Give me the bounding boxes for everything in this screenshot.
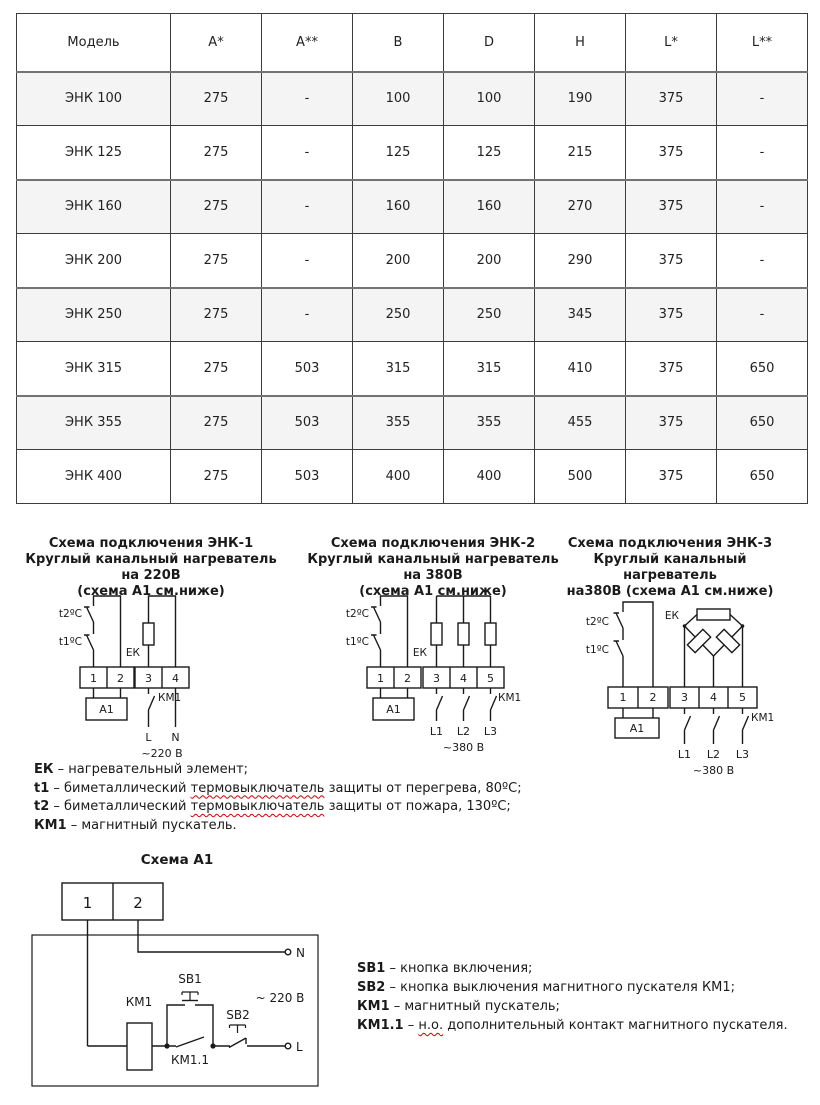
t1-label: t1ºC <box>58 636 82 648</box>
sb2-contact <box>229 1038 246 1048</box>
value-cell: - <box>717 180 808 234</box>
table-row <box>17 72 808 126</box>
value-cell: 375 <box>626 126 717 180</box>
km1-label: КМ1 <box>125 995 153 1009</box>
terminal-label: 3 <box>145 672 152 685</box>
table-header-row <box>17 14 808 72</box>
value-cell: 275 <box>171 396 262 450</box>
value-cell: 125 <box>444 126 535 180</box>
t1-label: t1ºC <box>345 636 369 648</box>
model-cell: ЭНК 250 <box>17 288 171 342</box>
title-line: Круглый канальный нагреватель на 380В <box>307 552 559 583</box>
terminal-label: 3 <box>433 672 440 685</box>
value-cell: 200 <box>353 234 444 288</box>
value-cell: - <box>717 234 808 288</box>
value-cell: - <box>717 288 808 342</box>
voltage-label: ~380 В <box>692 764 735 777</box>
value-cell: 503 <box>262 342 353 396</box>
value-cell: 355 <box>353 396 444 450</box>
line-label: N <box>171 731 180 744</box>
value-cell: 650 <box>717 342 808 396</box>
heater-element <box>485 623 496 645</box>
terminal-label: 5 <box>739 691 746 704</box>
value-cell: 503 <box>262 396 353 450</box>
table-row <box>17 342 808 396</box>
value-cell: 275 <box>171 180 262 234</box>
value-cell: 503 <box>262 450 353 504</box>
model-cell: ЭНК 355 <box>17 396 171 450</box>
value-cell: 125 <box>353 126 444 180</box>
terminal-label: 1 <box>90 672 97 685</box>
table-row <box>17 234 808 288</box>
line-label: L2 <box>706 748 721 761</box>
value-cell: 400 <box>353 450 444 504</box>
value-cell: - <box>262 180 353 234</box>
column-header: D <box>444 14 535 72</box>
value-cell: 270 <box>535 180 626 234</box>
table-row <box>17 288 808 342</box>
value-cell: - <box>717 126 808 180</box>
km1-label: КМ1 <box>158 692 182 704</box>
value-cell: - <box>262 288 353 342</box>
value-cell: 160 <box>353 180 444 234</box>
km1-label: КМ1 <box>751 712 775 724</box>
terminal-label: 5 <box>487 672 494 685</box>
legend-item: КМ1 – магнитный пускатель. <box>34 817 237 833</box>
value-cell: 100 <box>444 72 535 126</box>
heater-element <box>697 609 730 620</box>
value-cell: 275 <box>171 450 262 504</box>
a1-label: А1 <box>386 703 401 716</box>
column-header: B <box>353 14 444 72</box>
value-cell: 355 <box>444 396 535 450</box>
ek-label: ЕК <box>412 647 427 659</box>
value-cell: 315 <box>353 342 444 396</box>
heater-element <box>458 623 469 645</box>
terminal-label: 1 <box>377 672 384 685</box>
value-cell: 500 <box>535 450 626 504</box>
model-cell: ЭНК 160 <box>17 180 171 234</box>
sb2-label: SB2 <box>226 1008 250 1022</box>
legend-item: SB2 – кнопка выключения магнитного пускателя КМ1; <box>357 980 736 995</box>
value-cell: 345 <box>535 288 626 342</box>
title-line: на380В (схема А1 см.ниже) <box>566 584 774 599</box>
title-line: Круглый канальный нагреватель <box>593 552 747 583</box>
terminal-label: 4 <box>710 691 717 704</box>
t2-label: t2ºC <box>345 608 369 620</box>
terminal-label: 1 <box>82 894 93 912</box>
heater-element <box>431 623 442 645</box>
t2-label: t2ºC <box>58 608 82 620</box>
voltage-label: ~ 220 В <box>255 991 305 1005</box>
legend-item: ЕК – нагревательный элемент; <box>34 762 249 777</box>
terminal-label: 4 <box>172 672 179 685</box>
column-header: L** <box>717 14 808 72</box>
model-cell: ЭНК 400 <box>17 450 171 504</box>
line-label: L <box>145 731 152 744</box>
line-label: L1 <box>429 725 444 738</box>
legend-item: SB1 – кнопка включения; <box>357 961 533 976</box>
title-line: (схема А1 см.ниже) <box>359 584 507 599</box>
wires <box>80 596 189 727</box>
terminal-label: 1 <box>619 691 627 704</box>
ek-label: ЕК <box>125 647 140 659</box>
voltage-label: ~220 В <box>141 747 183 760</box>
value-cell: 250 <box>444 288 535 342</box>
value-cell: 410 <box>535 342 626 396</box>
model-cell: ЭНК 125 <box>17 126 171 180</box>
voltage-label: ~380 В <box>442 741 485 754</box>
spellcheck-word: н.о. <box>418 1018 444 1033</box>
value-cell: 650 <box>717 396 808 450</box>
ek-label: ЕК <box>664 610 679 622</box>
schema-a1-diagram <box>25 872 345 1092</box>
t2-label: t2ºC <box>585 616 609 628</box>
value-cell: 375 <box>626 180 717 234</box>
value-cell: 375 <box>626 288 717 342</box>
nodes <box>683 624 745 628</box>
wiring-diagram-enk1 <box>20 590 250 766</box>
terminal-label: 2 <box>133 894 143 912</box>
value-cell: 375 <box>626 396 717 450</box>
terminal-label: 2 <box>117 672 124 685</box>
l-terminal <box>285 1043 291 1049</box>
table-row <box>17 126 808 180</box>
n-terminal <box>285 949 291 955</box>
a1-label: А1 <box>629 722 645 735</box>
value-cell: - <box>262 72 353 126</box>
model-cell: ЭНК 200 <box>17 234 171 288</box>
terminal-label: 2 <box>404 672 411 685</box>
title-line: Схема подключения ЭНК-3 <box>567 536 773 551</box>
km1-label: КМ1 <box>498 692 522 704</box>
dimensions-table <box>16 13 808 504</box>
wiring-diagram-enk3 <box>575 588 820 788</box>
sb1-label: SB1 <box>178 972 202 986</box>
legend-item: КМ1.1 – н.о. дополнительный контакт магнитного пускателя. <box>357 1018 788 1033</box>
line-label: L3 <box>483 725 498 738</box>
legend-item: КМ1 – магнитный пускатель; <box>357 999 560 1014</box>
title-line: (схема А1 см.ниже) <box>77 584 225 599</box>
table-row <box>17 450 808 504</box>
value-cell: 275 <box>171 126 262 180</box>
title-line: Круглый канальный нагреватель на 220В <box>25 552 277 583</box>
line-label: L3 <box>735 748 750 761</box>
value-cell: 290 <box>535 234 626 288</box>
value-cell: 190 <box>535 72 626 126</box>
spellcheck-word: термовыключатель <box>190 799 325 814</box>
value-cell: - <box>717 72 808 126</box>
column-header: L* <box>626 14 717 72</box>
title-line: Схема подключения ЭНК-1 <box>48 536 254 551</box>
value-cell: 275 <box>171 342 262 396</box>
value-cell: 400 <box>444 450 535 504</box>
line-label: L2 <box>456 725 471 738</box>
column-header: H <box>535 14 626 72</box>
value-cell: 650 <box>717 450 808 504</box>
table-row <box>17 396 808 450</box>
components-legend <box>34 761 522 835</box>
terminal-label: 3 <box>681 691 688 704</box>
l-label: L <box>296 1040 303 1054</box>
value-cell: 275 <box>171 234 262 288</box>
value-cell: - <box>262 126 353 180</box>
value-cell: 100 <box>353 72 444 126</box>
value-cell: 455 <box>535 396 626 450</box>
legend-item: t1 – биметаллический термовыключатель защиты от перегрева, 80ºС; <box>34 780 522 796</box>
table-row <box>17 180 808 234</box>
title-line: Схема подключения ЭНК-2 <box>330 536 536 551</box>
value-cell: 375 <box>626 450 717 504</box>
km11-contact <box>176 1037 204 1047</box>
table-body <box>17 72 808 504</box>
column-header: A** <box>262 14 353 72</box>
model-cell: ЭНК 100 <box>17 72 171 126</box>
value-cell: 375 <box>626 72 717 126</box>
value-cell: 375 <box>626 342 717 396</box>
terminal-label: 2 <box>649 691 657 704</box>
n-label: N <box>296 946 305 960</box>
wiring-diagram-enk2 <box>330 590 565 766</box>
spellcheck-word: термовыключатель <box>190 780 325 796</box>
schema-legend <box>357 959 788 1035</box>
heater-element <box>143 623 154 645</box>
column-header: Модель <box>17 14 171 72</box>
value-cell: 200 <box>444 234 535 288</box>
legend-item: t2 – биметаллический термовыключатель защиты от пожара, 130ºС; <box>34 799 511 814</box>
model-cell: ЭНК 315 <box>17 342 171 396</box>
schema-a1-title: Схема А1 <box>140 852 214 868</box>
line-label: L1 <box>677 748 692 761</box>
value-cell: 250 <box>353 288 444 342</box>
contactor-coil <box>127 1023 152 1070</box>
value-cell: 160 <box>444 180 535 234</box>
km11-label: КМ1.1 <box>171 1053 209 1067</box>
terminal-label: 4 <box>460 672 467 685</box>
value-cell: 275 <box>171 72 262 126</box>
value-cell: 215 <box>535 126 626 180</box>
t1-label: t1ºC <box>585 644 609 656</box>
value-cell: 315 <box>444 342 535 396</box>
column-header: A* <box>171 14 262 72</box>
value-cell: 275 <box>171 288 262 342</box>
value-cell: - <box>262 234 353 288</box>
a1-label: А1 <box>99 703 114 716</box>
value-cell: 375 <box>626 234 717 288</box>
